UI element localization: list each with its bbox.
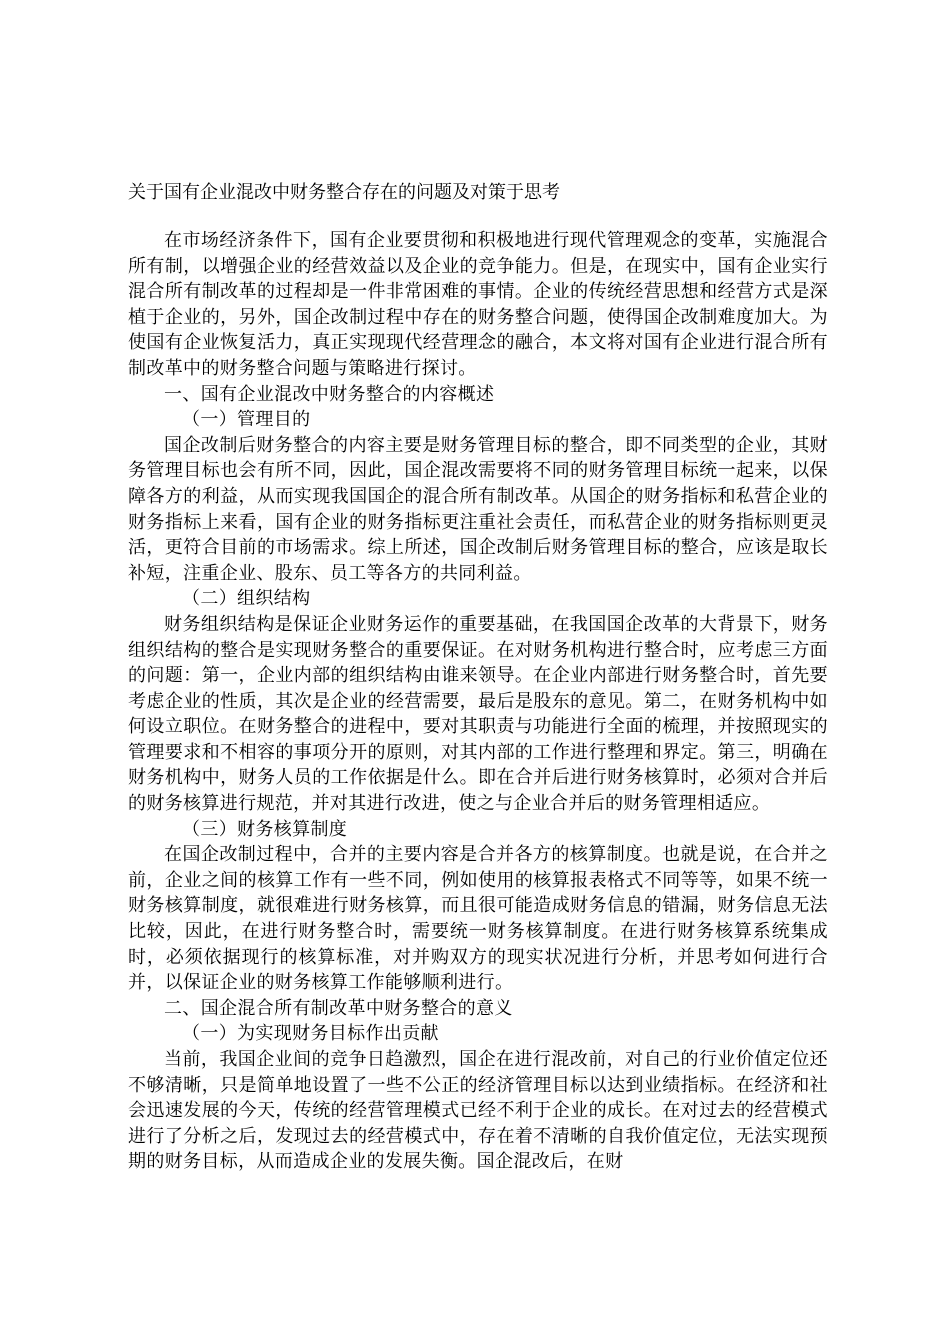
subsection-heading-1-2: （二）组织结构	[182, 588, 311, 610]
paragraph-management-goal: 国企改制后财务整合的内容主要是财务管理目标的整合，即不同类型的企业，其财务管理目标也会有所不同，因此，国企混改需要将不同的财务管理目标统一起来，以保障各方的利益，从而实现我国国企的混合所有制改革。从国企的财务指标和私营企业的财务指标上来看，国有企业的财务指标更注重社会责任，而私营企业的财务指标则更灵活，更符合目前的市场需求。综上所述，国企改制后财务管理目标的整合，应该是取长补短，注重企业、股东、员工等各方的共同利益。	[128, 434, 828, 584]
paragraph-intro: 在市场经济条件下，国有企业要贯彻和积极地进行现代管理观念的变革，实施混合所有制，以增强企业的经营效益以及企业的竞争能力。但是，在现实中，国有企业实行混合所有制改革的过程却是一件非常困难的事情。企业的传统经营思想和经营方式是深植于企业的，另外，国企改制过程中存在的财务整合问题，使得国企改制难度加大。为使国有企业恢复活力，真正实现现代经营理念的融合，本文将对国有企业进行混合所有制改革中的财务整合问题与策略进行探讨。	[128, 230, 828, 379]
section-heading-1: 一、国有企业混改中财务整合的内容概述	[164, 383, 495, 405]
subsection-heading-1-3: （三）财务核算制度	[182, 818, 348, 840]
subsection-heading-2-1: （一）为实现财务目标作出贡献	[182, 1023, 439, 1045]
subsection-heading-1-1: （一）管理目的	[182, 409, 311, 431]
paragraph-accounting-system: 在国企改制过程中，合并的主要内容是合并各方的核算制度。也就是说，在合并之前，企业之间的核算工作有一些不同，例如使用的核算报表格式不同等等，如果不统一财务核算制度，就很难进行财务核算，而且很可能造成财务信息的错漏，财务信息无法比较，因此，在进行财务整合时，需要统一财务核算制度。在进行财务核算系统集成时，必须依据现行的核算标准，对并购双方的现实状况进行分析，并思考如何进行合并，以保证企业的财务核算工作能够顺利进行。	[128, 844, 828, 994]
document-body	[128, 228, 828, 1175]
document-title: 关于国有企业混改中财务整合存在的问题及对策于思考	[128, 182, 560, 203]
paragraph-organization-structure: 财务组织结构是保证企业财务运作的重要基础，在我国国企改革的大背景下，财务组织结构的整合是实现财务整合的重要保证。在对财务机构进行整合时，应考虑三方面的问题：第一，企业内部的组织结构由谁来领导。在企业内部进行财务整合时，首先要考虑企业的性质，其次是企业的经营需要，最后是股东的意见。第二，在财务机构中如何设立职位。在财务整合的进程中，要对其职责与功能进行全面的梳理，并按照现实的管理要求和不相容的事项分开的原则，对其内部的工作进行整理和界定。第三，明确在财务机构中，财务人员的工作依据是什么。即在合并后进行财务核算时，必须对合并后的财务核算进行规范，并对其进行改进，使之与企业合并后的财务管理相适应。	[128, 613, 828, 815]
section-heading-2: 二、国企混合所有制改革中财务整合的意义	[164, 997, 513, 1019]
paragraph-financial-goal: 当前，我国企业间的竞争日趋激烈，国企在进行混改前，对自己的行业价值定位还不够清晰，只是简单地设置了一些不公正的经济管理目标以达到业绩指标。在经济和社会迅速发展的今天，传统的经营管理模式已经不利于企业的成长。在对过去的经营模式进行了分析之后，发现过去的经营模式中，存在着不清晰的自我价值定位，无法实现预期的财务目标，从而造成企业的发展失衡。国企混改后，在财	[128, 1049, 828, 1173]
